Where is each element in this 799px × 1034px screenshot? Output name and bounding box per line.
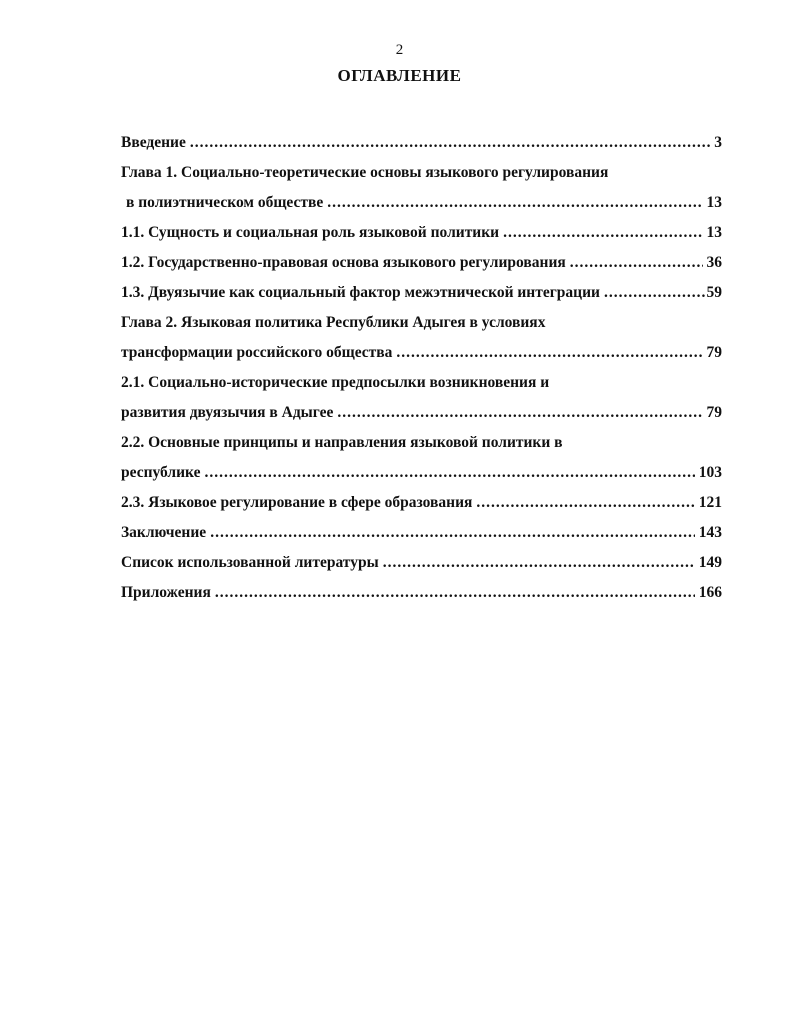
toc-entry-page: 143 <box>698 524 722 541</box>
page-number: 2 <box>395 42 404 58</box>
toc-entry-2-2-cont <box>121 462 722 492</box>
toc-entry-text: Введение <box>121 134 186 151</box>
dot-leader <box>503 222 702 244</box>
page-title: ОГЛАВЛЕНИЕ <box>337 66 462 85</box>
table-of-contents <box>121 132 722 612</box>
dot-leader <box>204 462 694 484</box>
toc-entry-appendices <box>121 582 722 612</box>
toc-entry-text: в полиэтническом обществе <box>126 194 324 211</box>
toc-entry-page: 79 <box>706 404 722 421</box>
toc-entry-text: 1.2. Государственно-правовая основа языкового регулирования <box>121 254 566 271</box>
toc-entry-introduction <box>121 132 722 162</box>
toc-entry-page: 79 <box>706 344 722 361</box>
toc-entry-2-2 <box>121 432 722 462</box>
toc-entry-text: Заключение <box>121 524 207 541</box>
toc-entry-text: трансформации российского общества <box>121 344 393 361</box>
toc-entry-page: 13 <box>706 194 722 211</box>
dot-leader <box>604 282 705 304</box>
toc-entry-text: развития двуязычия в Адыгее <box>121 404 334 421</box>
toc-entry-text: 1.3. Двуязычие как социальный фактор межэтнической интеграции <box>121 284 600 301</box>
dot-leader <box>215 582 695 604</box>
toc-entry-page: 3 <box>714 134 722 151</box>
dot-leader <box>337 402 702 424</box>
toc-entry-bibliography <box>121 552 722 582</box>
toc-entry-text: 1.1. Сущность и социальная роль языковой политики <box>121 224 500 241</box>
dot-leader <box>383 552 695 574</box>
dot-leader <box>327 192 702 214</box>
toc-entry-conclusion <box>121 522 722 552</box>
toc-entry-page: 149 <box>698 554 722 571</box>
toc-entry-chapter-2-cont <box>121 342 722 372</box>
toc-entry-text: Глава 2. Языковая политика Республики Адыгея в условиях <box>121 314 546 331</box>
toc-entry-1-2 <box>121 252 722 282</box>
dot-leader <box>396 342 702 364</box>
toc-entry-text: Список использованной литературы <box>121 554 379 571</box>
dot-leader <box>210 522 695 544</box>
toc-entry-text: 2.1. Социально-исторические предпосылки возникновения и <box>121 374 550 391</box>
toc-entry-2-3 <box>121 492 722 522</box>
toc-entry-text: 2.3. Языковое регулирование в сфере образования <box>121 494 473 511</box>
toc-entry-1-1 <box>121 222 722 252</box>
toc-entry-page: 36 <box>706 254 722 271</box>
toc-entry-1-3 <box>121 282 722 312</box>
toc-entry-page: 13 <box>706 224 722 241</box>
toc-entry-text: Приложения <box>121 584 211 601</box>
toc-entry-text: 2.2. Основные принципы и направления языковой политики в <box>121 434 563 451</box>
toc-entry-text: республике <box>121 464 201 481</box>
dot-leader <box>476 492 694 514</box>
toc-entry-chapter-1 <box>121 162 722 192</box>
dot-leader <box>570 252 703 274</box>
toc-entry-2-1 <box>121 372 722 402</box>
toc-entry-page: 103 <box>698 464 722 481</box>
toc-entry-text: Глава 1. Социально-теоретические основы языкового регулирования <box>121 164 609 181</box>
toc-entry-chapter-1-cont <box>121 192 722 222</box>
toc-entry-page: 121 <box>698 494 722 511</box>
toc-entry-chapter-2 <box>121 312 722 342</box>
toc-entry-page: 59 <box>706 284 722 301</box>
toc-entry-page: 166 <box>698 584 722 601</box>
toc-entry-2-1-cont <box>121 402 722 432</box>
dot-leader <box>190 132 710 154</box>
